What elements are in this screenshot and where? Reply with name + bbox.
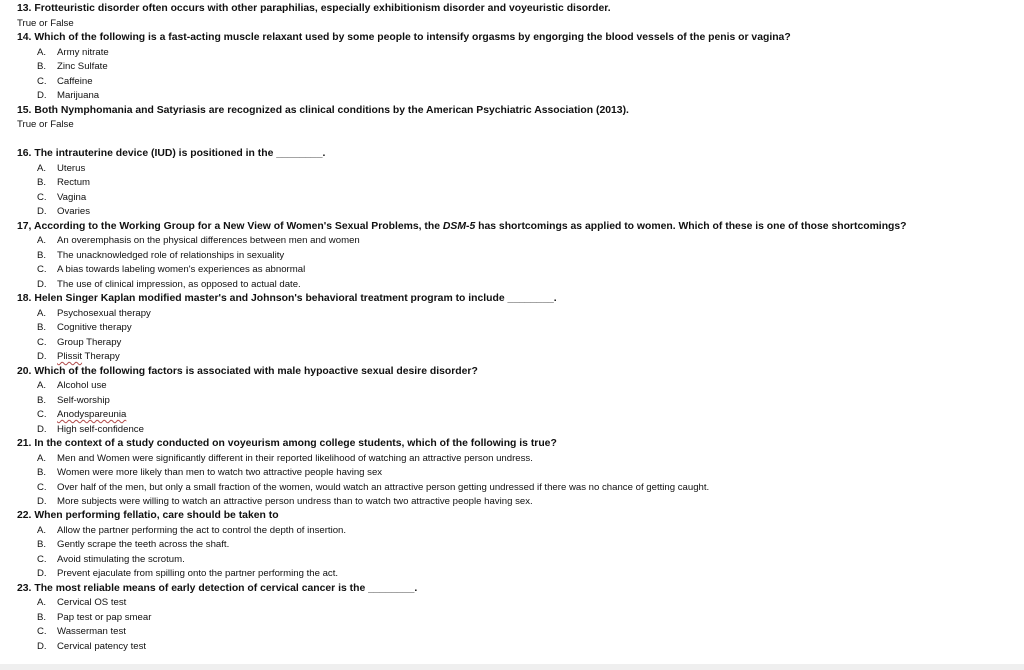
option-a: A. An overemphasis on the physical differences between men and women	[37, 235, 360, 247]
option-d: D. High self-confidence	[37, 423, 144, 435]
question-15: 15. Both Nymphomania and Satyriasis are recognized as clinical conditions by the American Psychiatric Association (2013).	[17, 104, 629, 116]
question-22: 22. When performing fellatio, care should be taken to	[17, 510, 279, 522]
option-c: C. Over half of the men, but only a small fraction of the women, would watch an attractive person getting undressed if there was no chance of getting caught.	[37, 481, 710, 493]
option-c: C. Group Therapy	[37, 336, 122, 348]
option-a: A. Uterus	[37, 162, 86, 174]
option-b: B. Gently scrape the teeth across the shaft.	[37, 539, 230, 551]
option-b: B. Women were more likely than men to watch two attractive people having sex	[37, 467, 383, 479]
question-13: 13. Frotteuristic disorder often occurs with other paraphilias, especially exhibitionism disorder and voyeuristic disorder.	[17, 3, 611, 14]
option-b: B. The unacknowledged role of relationships in sexuality	[37, 249, 285, 261]
option-a: A. Cervical OS test	[37, 597, 127, 609]
option-c: C. A bias towards labeling women's experiences as abnormal	[37, 264, 306, 276]
option-a: A. Psychosexual therapy	[37, 307, 151, 319]
option-d: D. Marijuana	[37, 90, 100, 102]
option-b: B. Cognitive therapy	[37, 322, 132, 334]
option-d: D. More subjects were willing to watch an attractive person undress than to watch two attractive people having sex.	[37, 495, 533, 507]
question-17: 17, According to the Working Group for a New View of Women's Sexual Problems, the DSM-5 has shortcomings as applied to women. Which of these is one of those shortcomings?	[17, 220, 907, 232]
blank-line	[17, 133, 1017, 148]
question-21: 21. In the context of a study conducted on voyeurism among college students, which of the following is true?	[17, 438, 557, 449]
option-a: A. Army nitrate	[37, 46, 109, 58]
question-18: 18. Helen Singer Kaplan modified master's and Johnson's behavioral treatment program to include ________.	[17, 293, 557, 305]
option-d: D. Plissit Therapy	[37, 351, 120, 363]
option-c: C. Vagina	[37, 191, 87, 203]
spellcheck-word: Anodyspareunia	[57, 409, 127, 421]
option-d: D. Cervical patency test	[37, 640, 147, 652]
option-d: D. Prevent ejaculate from spilling onto the partner performing the act.	[37, 568, 339, 580]
question-23: 23. The most reliable means of early detection of cervical cancer is the ________.	[17, 582, 418, 594]
true-false-line: True or False	[17, 119, 74, 131]
option-b: B. Zinc Sulfate	[37, 61, 108, 73]
option-d: D. Ovaries	[37, 206, 91, 218]
option-a: A. Men and Women were significantly different in their reported likelihood of watching an attractive person undress.	[37, 452, 533, 464]
option-c: C. Caffeine	[37, 75, 93, 87]
question-16: 16. The intrauterine device (IUD) is positioned in the ________.	[17, 148, 326, 160]
option-b: B. Pap test or pap smear	[37, 611, 152, 623]
option-b: B. Self-worship	[37, 394, 110, 406]
quiz-document	[17, 2, 1017, 654]
question-20: 20. Which of the following factors is associated with male hypoactive sexual desire disorder?	[17, 365, 478, 377]
option-d: D. The use of clinical impression, as opposed to actual date.	[37, 278, 301, 290]
option-c: C. Avoid stimulating the scrotum.	[37, 553, 185, 565]
page-bottom-edge	[0, 664, 1024, 670]
true-false-line: True or False	[17, 17, 74, 29]
option-b: B. Rectum	[37, 177, 91, 189]
option-a: A. Allow the partner performing the act to control the depth of insertion.	[37, 525, 347, 536]
question-14: 14. Which of the following is a fast-acting muscle relaxant used by some people to intensify orgasms by engorging the blood vessels of the penis or vagina?	[17, 32, 791, 44]
option-a: A. Alcohol use	[37, 380, 107, 392]
option-c: C. Anodyspareunia	[37, 409, 127, 421]
option-c: C. Wasserman test	[37, 626, 126, 638]
spellcheck-word: Plissit	[57, 351, 83, 363]
